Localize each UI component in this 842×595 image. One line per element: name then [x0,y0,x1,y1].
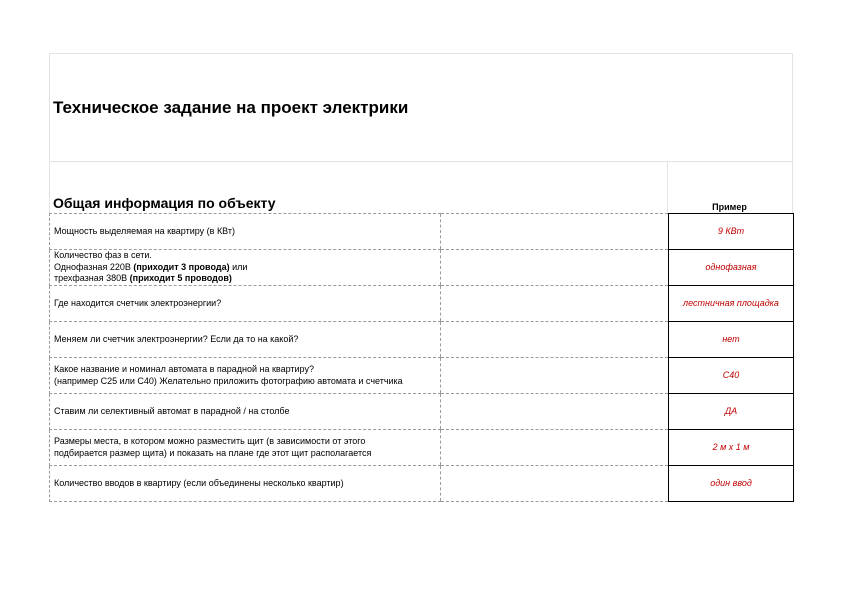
question-line: трехфазная 380В [54,273,130,284]
question-emphasis: (приходит 5 проводов) [129,273,232,284]
answer-cell[interactable] [441,394,669,430]
question-line: Количество фаз в сети. [54,250,152,261]
grid-line [792,53,793,213]
example-cell: 2 м х 1 м [669,430,794,466]
example-cell: 9 КВт [669,214,794,250]
answer-cell[interactable] [441,430,669,466]
answer-cell[interactable] [441,250,669,286]
question-line: или [229,261,248,272]
question-line: подбирается размер щита) и показать на плане где этот щит располагается [54,447,372,458]
question-cell [50,250,441,286]
spreadsheet-page [49,53,792,509]
question-cell: Количество вводов в квартиру (если объединены несколько квартир) [50,466,441,502]
table-row [50,322,794,358]
spec-table [49,213,794,502]
example-cell: однофазная [669,250,794,286]
example-cell: ДА [669,394,794,430]
answer-cell[interactable] [441,286,669,322]
question-cell [50,358,441,394]
table-row [50,358,794,394]
grid-line [49,53,793,54]
example-cell: один ввод [669,466,794,502]
question-cell: Ставим ли селективный автомат в парадной / на столбе [50,394,441,430]
question-cell: Где находится счетчик электроэнергии? [50,286,441,322]
table-row [50,394,794,430]
example-cell: лестничная площадка [669,286,794,322]
answer-cell[interactable] [441,358,669,394]
question-line: Размеры места, в котором можно разместить щит (в зависимости от этого [54,436,366,446]
question-line: (например С25 или С40) Желательно приложить фотографию автомата и счетчика [54,375,403,386]
grid-line [49,161,793,162]
answer-cell[interactable] [441,322,669,358]
question-line: Какое название и номинал автомата в парадной на квартиру? [54,364,314,374]
document-title: Техническое задание на проект электрики [53,98,409,117]
question-cell: Мощность выделяемая на квартиру (в КВт) [50,214,441,250]
example-column-header: Пример [712,202,747,212]
example-cell: С40 [669,358,794,394]
table-row [50,286,794,322]
table-row [50,250,794,286]
section-title: Общая информация по объекту [53,195,276,211]
answer-cell[interactable] [441,466,669,502]
table-row [50,430,794,466]
example-cell: нет [669,322,794,358]
grid-line [49,53,50,213]
answer-cell[interactable] [441,214,669,250]
table-row [50,214,794,250]
table-row [50,466,794,502]
question-line: Однофазная 220В [54,261,134,272]
question-emphasis: (приходит 3 провода) [133,261,230,272]
question-cell [50,430,441,466]
question-cell: Меняем ли счетчик электроэнергии? Если да то на какой? [50,322,441,358]
